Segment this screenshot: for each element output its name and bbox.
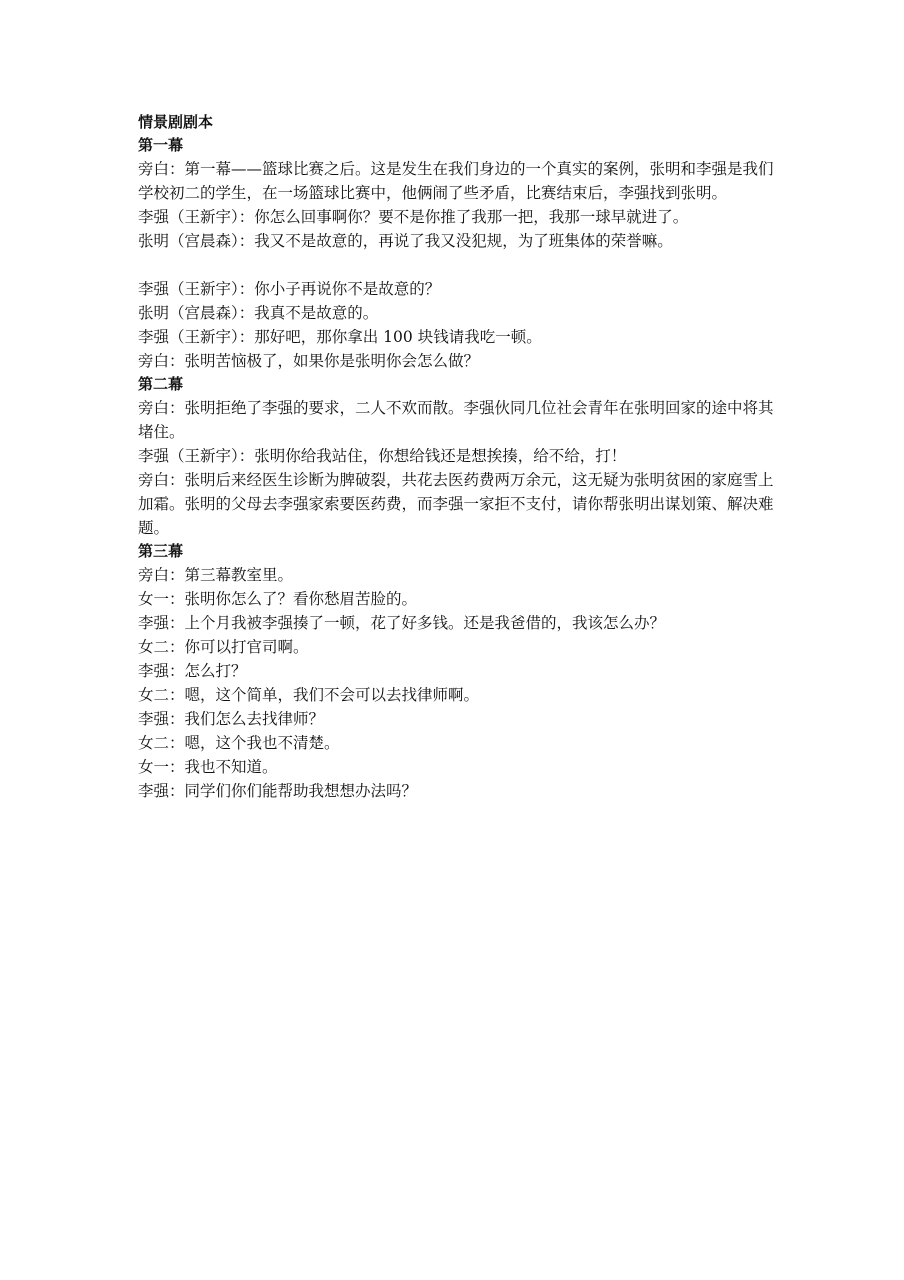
dialogue-line: 李强（王新宇）：你怎么回事啊你？要不是你推了我那一把，我那一球早就进了。 <box>138 208 689 226</box>
dialogue-line: 女二：嗯，这个我也不清楚。 <box>138 734 340 752</box>
narration-line: 旁白：第一幕——篮球比赛之后。这是发生在我们身边的一个真实的案例，张明和李强是我们学校初二的学生，在一场篮球比赛中，他俩闹了些矛盾，比赛结束后，李强找到张明。 <box>138 160 774 202</box>
act-heading: 第二幕 <box>138 375 184 393</box>
dialogue-line: 张明（宫晨森）：我又不是故意的，再说了我又没犯规，为了班集体的荣誉嘛。 <box>138 232 673 250</box>
act-3 <box>138 540 778 803</box>
act-heading: 第三幕 <box>138 542 184 560</box>
dialogue-line: 女二：你可以打官司啊。 <box>138 638 309 656</box>
dialogue-line: 李强：我们怎么去找律师？ <box>138 710 325 728</box>
dialogue-line: 李强（王新宇）：张明你给我站住，你想给钱还是想挨揍，给不给，打！ <box>138 447 627 465</box>
document-title: 情景剧剧本 <box>138 113 214 131</box>
narration-line: 旁白：第三幕教室里。 <box>138 566 294 584</box>
dialogue-line: 李强：怎么打？ <box>138 662 247 680</box>
dialogue-line: 女二：嗯，这个简单，我们不会可以去找律师啊。 <box>138 686 480 704</box>
narration-line: 旁白：张明苦恼极了，如果你是张明你会怎么做？ <box>138 352 480 370</box>
blank-line <box>138 253 778 277</box>
dialogue-line: 女一：我也不知道。 <box>138 758 278 776</box>
dialogue-line: 张明（宫晨森）：我真不是故意的。 <box>138 304 379 322</box>
act-1 <box>138 134 778 373</box>
script-document <box>138 111 778 803</box>
act-heading: 第一幕 <box>138 136 184 154</box>
dialogue-line: 李强：同学们你们能帮助我想想办法吗？ <box>138 782 418 800</box>
dialogue-line: 李强：上个月我被李强揍了一顿，花了好多钱。还是我爸借的，我该怎么办？ <box>138 614 666 632</box>
dialogue-line: 李强（王新宇）：那好吧，那你拿出 100 块钱请我吃一顿。 <box>138 328 542 346</box>
narration-line: 旁白：张明拒绝了李强的要求，二人不欢而散。李强伙同几位社会青年在张明回家的途中将其堵住。 <box>138 399 774 441</box>
narration-line: 旁白：张明后来经医生诊断为脾破裂，共花去医药费两万余元，这无疑为张明贫困的家庭雪上加霜。张明的父母去李强家索要医药费，而李强一家拒不支付，请你帮张明出谋划策、解决难题。 <box>138 471 774 537</box>
dialogue-line: 女一：张明你怎么了？看你愁眉苦脸的。 <box>138 590 418 608</box>
act-2 <box>138 373 778 540</box>
dialogue-line: 李强（王新宇）：你小子再说你不是故意的？ <box>138 280 441 298</box>
